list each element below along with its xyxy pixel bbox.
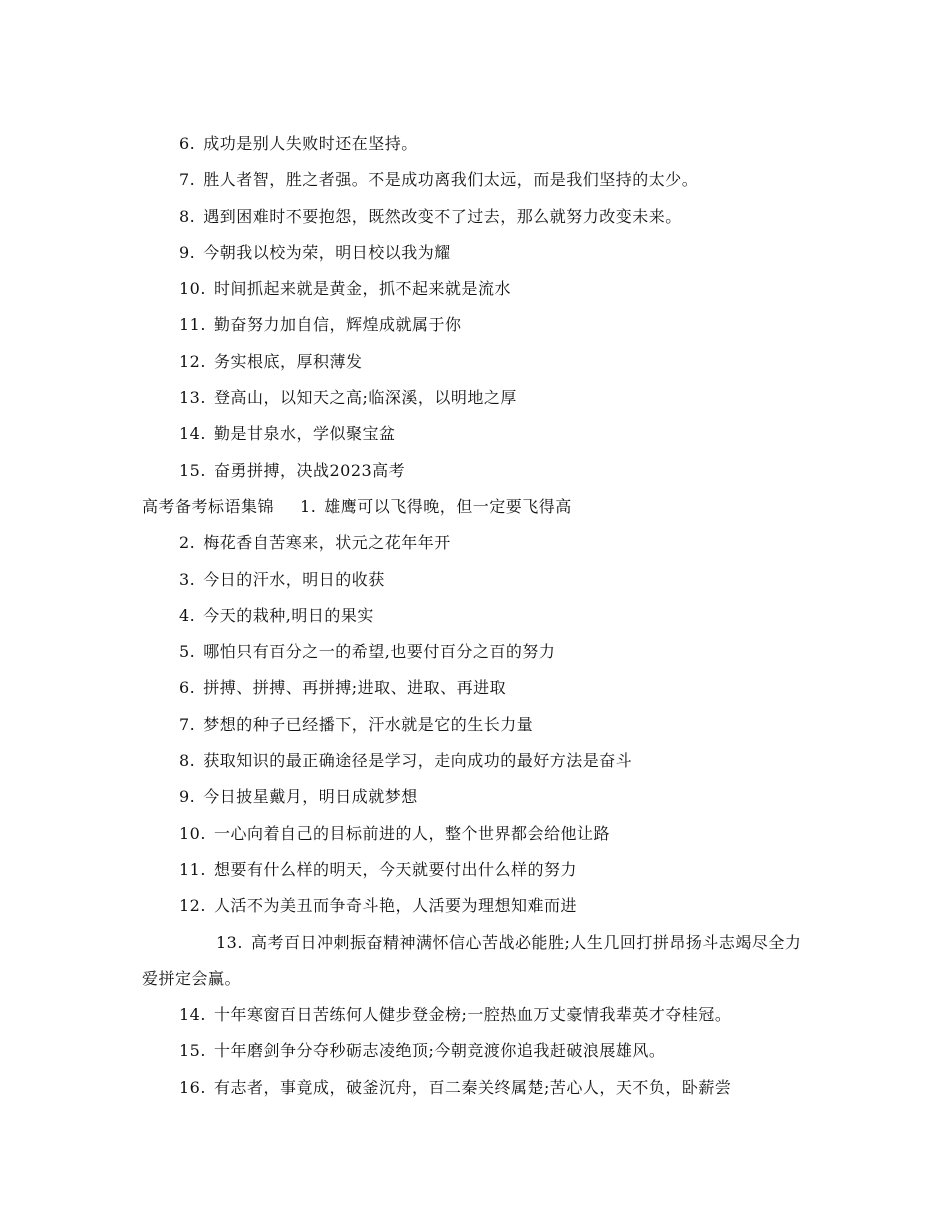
section-heading-line <box>142 489 812 525</box>
item-number: 8. <box>179 751 196 771</box>
item-text: 今天的栽种,明日的果实 <box>203 605 374 625</box>
item-number: 10. <box>179 823 206 843</box>
list-item <box>142 1070 812 1106</box>
list-item <box>142 344 812 380</box>
item-text: 想要有什么样的明天，今天就要付出什么样的努力 <box>213 859 577 879</box>
item-text: 梅花香自苦寒来，状元之花年年开 <box>203 533 451 553</box>
item-text: 胜人者智，胜之者强。不是成功离我们太远，而是我们坚持的太少。 <box>203 170 699 190</box>
item-number: 11. <box>179 315 206 335</box>
item-text: 今朝我以校为荣，明日校以我为耀 <box>203 242 451 262</box>
item-text: 成功是别人失败时还在坚持。 <box>203 134 418 153</box>
item-number: 7. <box>179 170 196 190</box>
item-text: 今日的汗水，明日的收获 <box>203 569 385 589</box>
item-number: 8. <box>179 206 196 226</box>
list-item <box>142 707 812 743</box>
item-number: 9. <box>179 242 196 262</box>
item-text: 拼搏、拼搏、再拼搏;进取、进取、再进取 <box>203 678 507 698</box>
list-item <box>142 743 812 779</box>
item-number: 7. <box>179 714 196 734</box>
item-number: 3. <box>179 569 196 589</box>
list-item-wrapped <box>142 925 812 998</box>
list-item <box>142 562 812 598</box>
item-text: 勤奋努力加自信，辉煌成就属于你 <box>213 315 462 335</box>
item-text: 今日披星戴月，明日成就梦想 <box>203 787 418 807</box>
list-item <box>142 271 812 307</box>
list-item <box>142 1033 812 1069</box>
item-number: 13. <box>179 388 206 408</box>
item-text: 奋勇拼搏，决战2023高考 <box>213 460 406 480</box>
item-number: 2. <box>179 533 196 553</box>
item-number: 14. <box>179 1005 206 1025</box>
list-item <box>142 779 812 815</box>
document-body <box>142 126 812 1106</box>
list-item <box>142 852 812 888</box>
item-number: 9. <box>179 787 196 807</box>
item-number: 15. <box>179 1041 206 1061</box>
item-number: 6. <box>179 134 196 153</box>
item-text: 一心向着自己的目标前进的人，整个世界都会给他让路 <box>213 823 610 843</box>
list-item <box>142 888 812 924</box>
section-title: 高考备考标语集锦 <box>142 496 275 516</box>
list-item <box>142 162 812 198</box>
list-item <box>142 997 812 1033</box>
list-item <box>142 235 812 271</box>
list-item <box>142 416 812 452</box>
item-number: 11. <box>179 859 206 879</box>
item-number: 15. <box>179 460 206 480</box>
list-item <box>142 525 812 561</box>
list-item <box>142 816 812 852</box>
item-text: 遇到困难时不要抱怨，既然改变不了过去，那么就努力改变未来。 <box>203 206 682 226</box>
item-number: 12. <box>179 351 206 371</box>
item-text: 获取知识的最正确途径是学习，走向成功的最好方法是奋斗 <box>203 751 633 771</box>
list-item <box>142 453 812 489</box>
item-number: 13. <box>216 932 243 952</box>
list-item <box>142 598 812 634</box>
item-text: 十年寒窗百日苦练何人健步登金榜;一腔热血万丈豪情我辈英才夺桂冠。 <box>213 1005 732 1025</box>
item-number: 5. <box>179 642 196 662</box>
list-item <box>142 634 812 670</box>
item-text: 勤是甘泉水，学似聚宝盆 <box>213 424 396 444</box>
item-text: 梦想的种子已经播下，汗水就是它的生长力量 <box>203 714 534 734</box>
item-number: 16. <box>179 1077 206 1097</box>
item-text: 雄鹰可以飞得晚，但一定要飞得高 <box>324 496 572 516</box>
list-item <box>142 199 812 235</box>
item-text: 务实根底，厚积薄发 <box>213 351 363 371</box>
item-number: 4. <box>179 605 196 625</box>
item-text: 有志者，事竟成，破釜沉舟，百二秦关终属楚;苦心人，天不负，卧薪尝 <box>213 1077 732 1097</box>
item-text: 哪怕只有百分之一的希望,也要付百分之百的努力 <box>203 642 556 662</box>
list-item <box>142 670 812 706</box>
item-text: 时间抓起来就是黄金，抓不起来就是流水 <box>213 279 511 299</box>
item-number: 1. <box>300 496 317 516</box>
list-item <box>142 380 812 416</box>
item-number: 14. <box>179 424 206 444</box>
item-text: 十年磨剑争分夺秒砺志凌绝顶;今朝竞渡你追我赶破浪展雄风。 <box>213 1041 666 1061</box>
item-text: 登高山，以知天之高;临深溪，以明地之厚 <box>213 388 517 408</box>
item-number: 12. <box>179 896 206 916</box>
item-text: 高考百日冲刺振奋精神满怀信心苦战必能胜;人生几回打拼昂扬斗志竭尽全力爱拼定会赢。 <box>142 932 802 988</box>
item-number: 10. <box>179 279 206 299</box>
list-item <box>142 126 812 162</box>
item-text: 人活不为美丑而争奇斗艳，人活要为理想知难而进 <box>213 896 577 916</box>
list-item <box>142 307 812 343</box>
item-number: 6. <box>179 678 196 698</box>
